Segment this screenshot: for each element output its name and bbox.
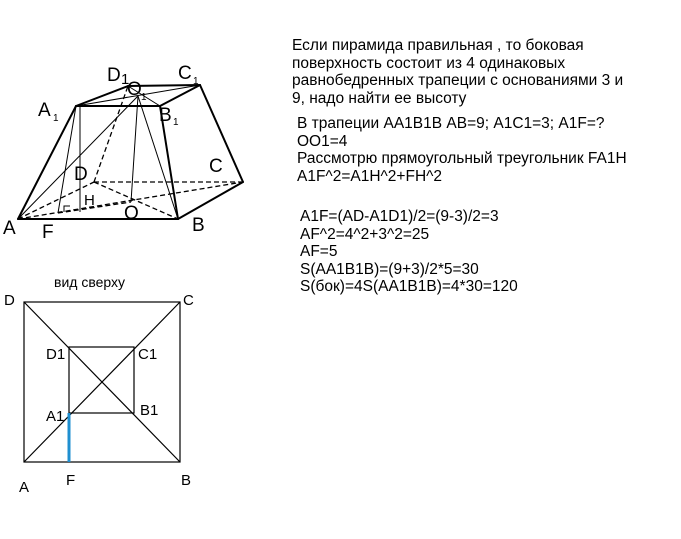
solution-part-2: [300, 208, 518, 296]
tv-label-C1: C1: [138, 346, 158, 363]
solution-line: ОО1=4: [297, 132, 348, 150]
solution-line: AF=5: [300, 243, 338, 260]
tv-label-D1: D1: [46, 346, 66, 363]
height-OO1: [131, 96, 138, 202]
solution-line: В трапеции АА1В1В АВ=9; А1С1=3; А1F=?: [297, 115, 605, 132]
tv-label-D: D: [4, 292, 15, 309]
label-D: D: [74, 164, 88, 185]
edge-AA1: [18, 106, 76, 219]
label-A1: A: [38, 100, 51, 121]
intro-line: равнобедренных трапеции с основаниями 3 и: [292, 72, 624, 89]
tv-label-C: C: [183, 292, 194, 309]
solution-line: Рассмотрю прямоугольный треугольник FA1H: [297, 150, 627, 167]
tv-label-B: B: [181, 472, 192, 489]
solution-line: AF^2=4^2+3^2=25: [300, 225, 430, 243]
label-A: A: [3, 218, 16, 239]
label-C: C: [209, 156, 223, 177]
label-O1-sub: 1: [141, 92, 147, 103]
problem-statement: [292, 37, 623, 107]
tv-label-B1: B1: [140, 402, 159, 419]
solution-part-1: [297, 115, 627, 185]
solution-line: A1F^2=A1H^2+FH^2: [297, 167, 443, 185]
edge-D1A1: [76, 86, 128, 106]
label-B1: B: [159, 105, 172, 126]
label-O: O: [124, 203, 139, 224]
tv-label-A: A: [19, 479, 30, 496]
label-D1: D: [107, 65, 121, 86]
intro-line: поверхность состоит из 4 одинаковых: [292, 54, 566, 72]
label-A1-sub: 1: [53, 113, 59, 124]
label-F: F: [42, 222, 54, 243]
tv-label-F: F: [66, 472, 76, 489]
tv-label-A1: A1: [46, 408, 65, 425]
intro-line: 9, надо найти ее высоту: [292, 89, 467, 107]
solution-line: S(AA1B1B)=(9+3)/2*5=30: [300, 260, 479, 278]
frustum-figure: [18, 85, 243, 219]
label-H: H: [84, 192, 95, 209]
inner-square-A1B1C1D1: [69, 347, 134, 413]
label-B1-sub: 1: [173, 117, 179, 128]
intro-line: Если пирамида правильная , то боковая: [292, 37, 584, 54]
label-C1-sub: 1: [193, 76, 199, 87]
solution-line: A1F=(AD-A1D1)/2=(9-3)/2=3: [300, 208, 499, 225]
label-B: B: [192, 215, 205, 236]
line-O1-A: [18, 96, 138, 219]
label-C1: C: [178, 63, 192, 84]
line-O1-B: [138, 96, 178, 219]
solution-line: S(бок)=4S(AA1B1B)=4*30=120: [300, 278, 518, 295]
edge-AD: [18, 182, 94, 219]
label-O1: O: [127, 79, 142, 100]
top-view-title: вид сверху: [54, 274, 126, 290]
top-view-figure: [24, 302, 180, 462]
label-D1-sub: 1: [121, 71, 130, 88]
